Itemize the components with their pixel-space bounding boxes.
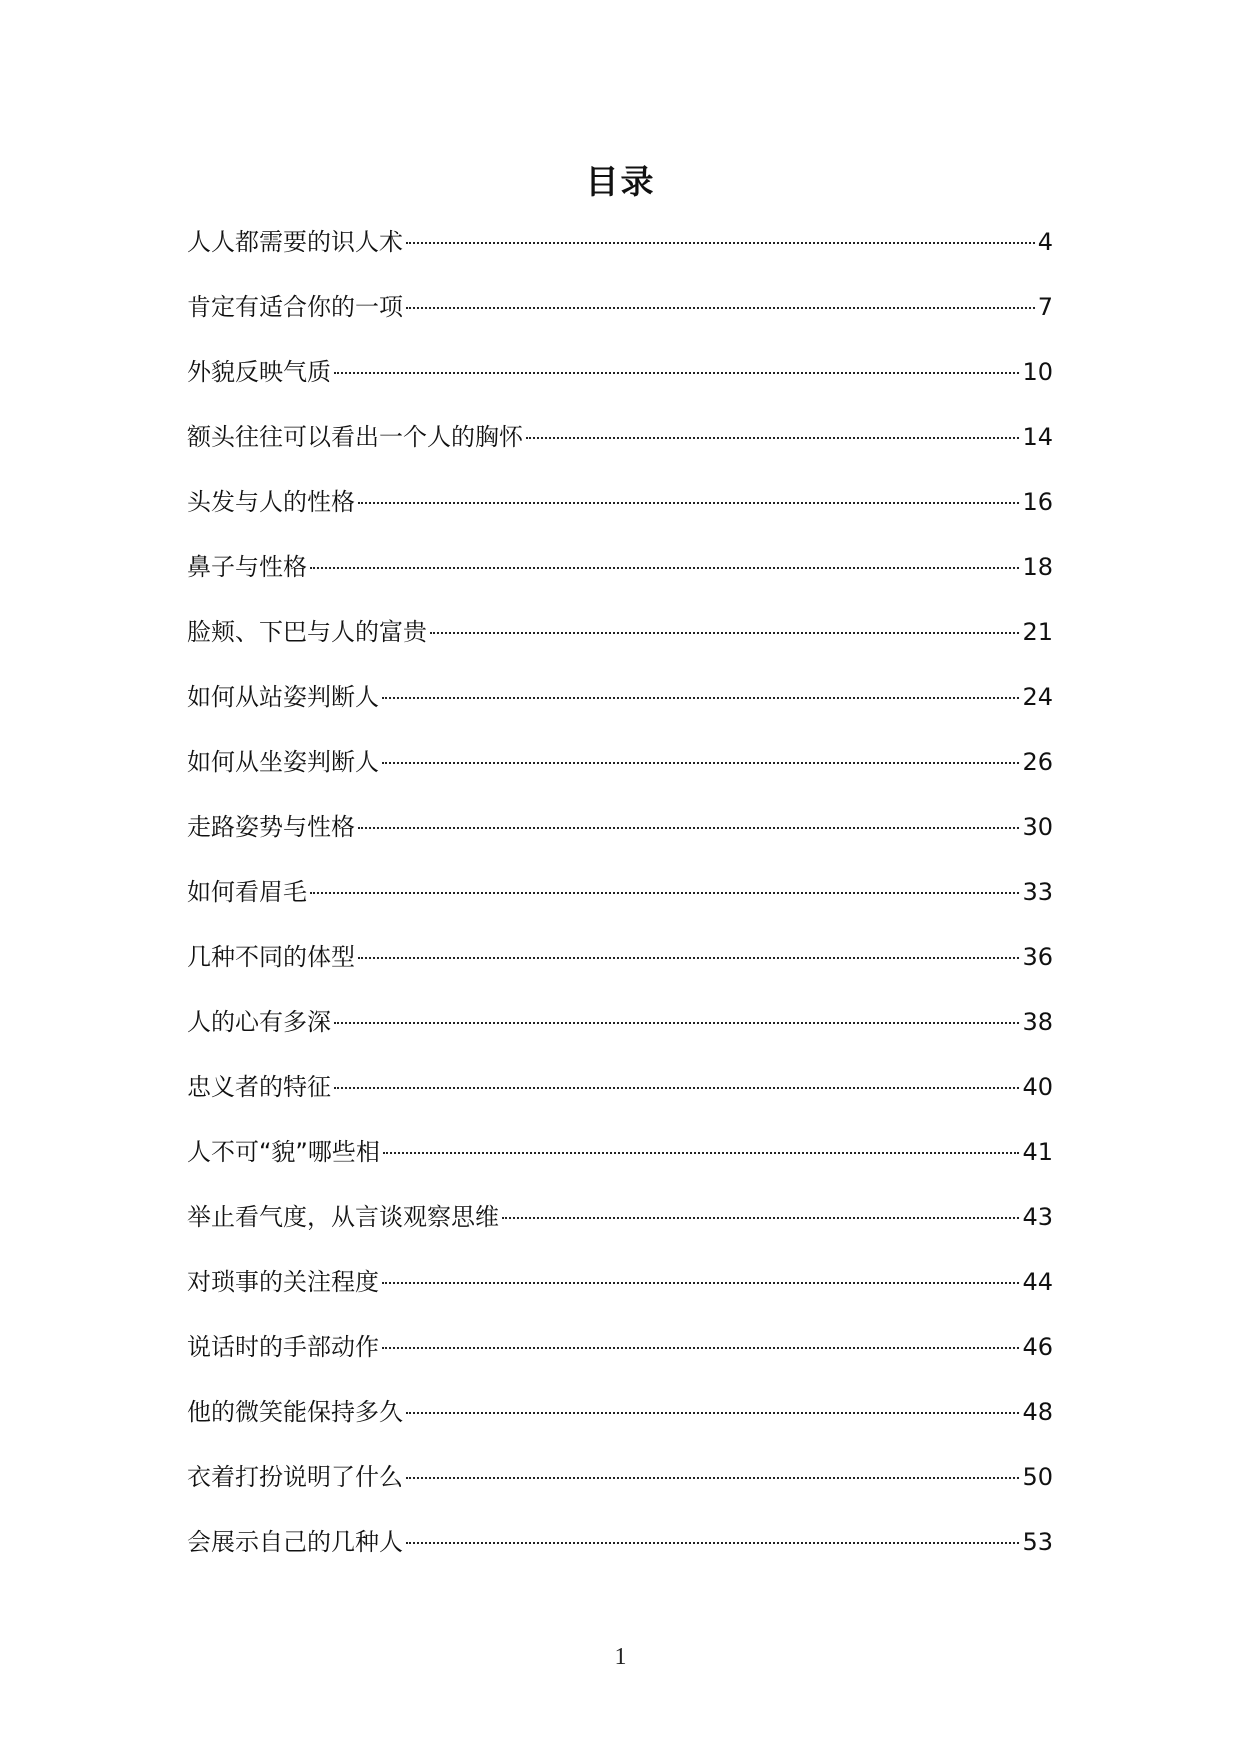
toc-entry-page: 50 bbox=[1022, 1463, 1053, 1491]
toc-entry-page: 40 bbox=[1022, 1073, 1053, 1101]
toc-entry-page: 10 bbox=[1022, 358, 1053, 386]
toc-entry[interactable] bbox=[187, 1002, 1053, 1067]
toc-entry-label: 忠义者的特征 bbox=[187, 1073, 331, 1101]
toc-entry[interactable] bbox=[187, 1392, 1053, 1457]
toc-entry-label: 外貌反映气质 bbox=[187, 358, 331, 386]
toc-entry-label: 会展示自己的几种人 bbox=[187, 1528, 403, 1556]
toc-entry-label: 举止看气度，从言谈观察思维 bbox=[187, 1203, 499, 1231]
dot-leader bbox=[334, 372, 1019, 374]
toc-entry[interactable] bbox=[187, 677, 1053, 742]
dot-leader bbox=[406, 307, 1035, 309]
toc-entry-label: 走路姿势与性格 bbox=[187, 813, 355, 841]
dot-leader bbox=[382, 1282, 1019, 1284]
toc-entry-page: 33 bbox=[1022, 878, 1053, 906]
toc-entry-label: 如何看眉毛 bbox=[187, 878, 307, 906]
toc-entry[interactable] bbox=[187, 1327, 1053, 1392]
toc-entry[interactable] bbox=[187, 872, 1053, 937]
dot-leader bbox=[310, 892, 1019, 894]
toc-entry[interactable] bbox=[187, 352, 1053, 417]
toc-entry-page: 18 bbox=[1022, 553, 1053, 581]
toc-entry[interactable] bbox=[187, 1457, 1053, 1522]
toc-entry-label: 人不可“貌”哪些相 bbox=[187, 1138, 380, 1166]
toc-entry-page: 43 bbox=[1022, 1203, 1053, 1231]
toc-entry-label: 他的微笑能保持多久 bbox=[187, 1398, 403, 1426]
toc-entry[interactable] bbox=[187, 1197, 1053, 1262]
dot-leader bbox=[430, 632, 1019, 634]
toc-entry-label: 说话时的手部动作 bbox=[187, 1333, 379, 1361]
toc-entry[interactable] bbox=[187, 482, 1053, 547]
toc-entry[interactable] bbox=[187, 1132, 1053, 1197]
toc-entry-label: 人人都需要的识人术 bbox=[187, 228, 403, 256]
toc-entry[interactable] bbox=[187, 1067, 1053, 1132]
toc-entry[interactable] bbox=[187, 417, 1053, 482]
dot-leader bbox=[406, 1477, 1019, 1479]
toc-entry-label: 头发与人的性格 bbox=[187, 488, 355, 516]
toc-entry[interactable] bbox=[187, 807, 1053, 872]
toc-entry[interactable] bbox=[187, 612, 1053, 677]
dot-leader bbox=[358, 502, 1019, 504]
toc-entry-label: 如何从坐姿判断人 bbox=[187, 748, 379, 776]
toc-entry[interactable] bbox=[187, 547, 1053, 612]
toc-entry-page: 21 bbox=[1022, 618, 1053, 646]
dot-leader bbox=[406, 242, 1035, 244]
dot-leader bbox=[358, 827, 1019, 829]
toc-entry-page: 36 bbox=[1022, 943, 1053, 971]
dot-leader bbox=[310, 567, 1019, 569]
toc-entry-label: 对琐事的关注程度 bbox=[187, 1268, 379, 1296]
toc-entry-page: 4 bbox=[1037, 228, 1053, 256]
dot-leader bbox=[502, 1217, 1019, 1219]
toc-entry[interactable] bbox=[187, 742, 1053, 807]
toc-entry-label: 如何从站姿判断人 bbox=[187, 683, 379, 711]
page-number: 1 bbox=[614, 1644, 627, 1670]
toc-entry-page: 48 bbox=[1022, 1398, 1053, 1426]
toc-entry[interactable] bbox=[187, 937, 1053, 1002]
toc-entry-page: 26 bbox=[1022, 748, 1053, 776]
toc-entry-page: 14 bbox=[1022, 423, 1053, 451]
toc-entry[interactable] bbox=[187, 287, 1053, 352]
toc-entry-page: 16 bbox=[1022, 488, 1053, 516]
dot-leader bbox=[526, 437, 1019, 439]
table-of-contents bbox=[187, 222, 1053, 1587]
toc-entry-page: 44 bbox=[1022, 1268, 1053, 1296]
toc-entry-label: 额头往往可以看出一个人的胸怀 bbox=[187, 423, 523, 451]
toc-entry-label: 鼻子与性格 bbox=[187, 553, 307, 581]
toc-entry-page: 24 bbox=[1022, 683, 1053, 711]
toc-entry[interactable] bbox=[187, 222, 1053, 287]
toc-entry[interactable] bbox=[187, 1522, 1053, 1587]
dot-leader bbox=[382, 762, 1019, 764]
toc-entry-page: 41 bbox=[1022, 1138, 1053, 1166]
dot-leader bbox=[406, 1412, 1019, 1414]
toc-entry-label: 人的心有多深 bbox=[187, 1008, 331, 1036]
toc-entry[interactable] bbox=[187, 1262, 1053, 1327]
dot-leader bbox=[383, 1152, 1020, 1154]
toc-entry-page: 38 bbox=[1022, 1008, 1053, 1036]
dot-leader bbox=[358, 957, 1019, 959]
dot-leader bbox=[334, 1087, 1019, 1089]
toc-entry-label: 肯定有适合你的一项 bbox=[187, 293, 403, 321]
toc-entry-page: 7 bbox=[1037, 293, 1053, 321]
toc-entry-page: 30 bbox=[1022, 813, 1053, 841]
dot-leader bbox=[334, 1022, 1019, 1024]
dot-leader bbox=[406, 1542, 1019, 1544]
toc-entry-page: 53 bbox=[1022, 1528, 1053, 1556]
toc-entry-page: 46 bbox=[1022, 1333, 1053, 1361]
toc-entry-label: 衣着打扮说明了什么 bbox=[187, 1463, 403, 1491]
toc-entry-label: 几种不同的体型 bbox=[187, 943, 355, 971]
dot-leader bbox=[382, 697, 1019, 699]
dot-leader bbox=[382, 1347, 1019, 1349]
page-title: 目录 bbox=[585, 162, 656, 201]
toc-entry-label: 脸颊、下巴与人的富贵 bbox=[187, 618, 427, 646]
